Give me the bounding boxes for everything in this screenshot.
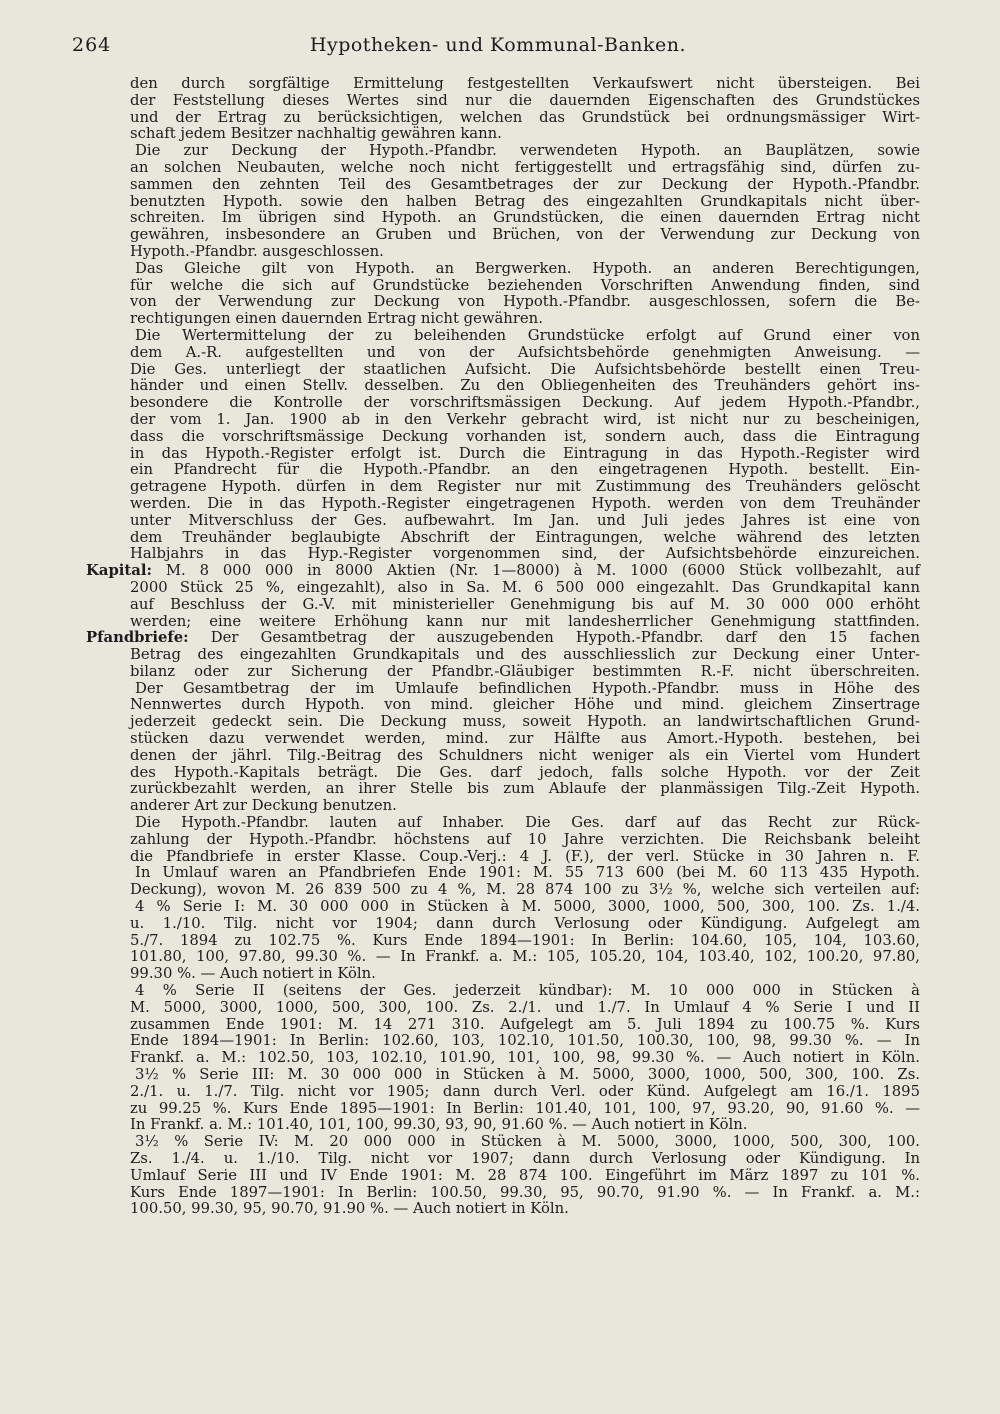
line-text: Frankf. a. M.: 102.50, 103, 102.10, 101.90, 101, 100, 98, 99.30 %. — Auch notiert in Köln. xyxy=(130,1049,920,1067)
text-line xyxy=(90,882,920,899)
text-line xyxy=(90,664,920,681)
line-text: zusammen Ende 1901: M. 14 271 310. Aufgelegt am 5. Juli 1894 zu 100.75 %. Kurs xyxy=(130,1015,920,1033)
text-line xyxy=(90,899,920,916)
text-line xyxy=(90,143,920,160)
text-line xyxy=(90,194,920,211)
line-text: 2./1. u. 1./7. Tilg. nicht vor 1905; dann durch Verl. oder Künd. Aufgelegt am 16./1. 1895 xyxy=(130,1082,920,1100)
line-text: getragene Hypoth. dürfen in dem Register nur mit Zustimmung des Treuhänders gelöscht xyxy=(130,478,920,496)
section-line xyxy=(86,630,920,647)
text-line xyxy=(90,1084,920,1101)
line-text: jederzeit gedeckt sein. Die Deckung muss, soweit Hypoth. an landwirtschaftlichen Grund- xyxy=(130,713,920,731)
line-text: Halbjahrs in das Hyp.-Register vorgenommen sind, der Aufsichtsbehörde einzureichen. xyxy=(130,545,920,563)
text-line xyxy=(90,983,920,1000)
text-line xyxy=(90,110,920,127)
text-line xyxy=(90,328,920,345)
line-text: Die zur Deckung der Hypoth.-Pfandbr. verwendeten Hypoth. an Bauplätzen, sowie xyxy=(135,142,920,160)
line-text: Nennwertes durch Hypoth. von mind. gleicher Höhe und mind. gleichem Zinsertrage xyxy=(130,696,920,714)
line-text: rechtigungen einen dauernden Ertrag nicht gewähren. xyxy=(130,310,543,328)
text-line xyxy=(90,76,920,93)
text-line xyxy=(90,781,920,798)
text-line xyxy=(90,210,920,227)
line-text: 4 % Serie I: M. 30 000 000 in Stücken à M. 5000, 3000, 1000, 500, 300, 100. Zs. 1./4. xyxy=(135,898,920,916)
text-line xyxy=(90,1067,920,1084)
text-line xyxy=(90,714,920,731)
text-line xyxy=(90,244,920,261)
text-line xyxy=(90,949,920,966)
body-text xyxy=(86,75,920,1218)
text-line xyxy=(90,395,920,412)
line-text: bilanz oder zur Sicherung der Pfandbr.-Gläubiger bestimmten R.-F. nicht überschreiten. xyxy=(130,662,920,680)
line-text: zahlung der Hypoth.-Pfandbr. höchstens auf 10 Jahre verzichten. Die Reichsbank beleiht xyxy=(130,830,920,848)
text-line xyxy=(90,429,920,446)
line-text: von der Verwendung zur Deckung von Hypoth.-Pfandbr. ausgeschlossen, sofern die Be- xyxy=(130,293,920,311)
line-text: denen der jährl. Tilg.-Beitrag des Schuldners nicht weniger als ein Viertel vom Hundert xyxy=(130,746,920,764)
line-text: unter Mitverschluss der Ges. aufbewahrt. Im Jan. und Juli jedes Jahres ist eine von xyxy=(130,511,920,529)
line-text: benutzten Hypoth. sowie den halben Betrag des eingezahlten Grundkapitals nicht über- xyxy=(130,192,920,210)
text-line xyxy=(90,1201,920,1218)
line-text: 4 % Serie II (seitens der Ges. jederzeit kündbar): M. 10 000 000 in Stücken à xyxy=(135,982,920,1000)
text-line xyxy=(90,1101,920,1118)
line-text: Die Wertermittelung der zu beleihenden Grundstücke erfolgt auf Grund einer von xyxy=(135,326,920,344)
text-line xyxy=(90,597,920,614)
text-line xyxy=(90,126,920,143)
line-text: 3½ % Serie IV: M. 20 000 000 in Stücken à M. 5000, 3000, 1000, 500, 300, 100. xyxy=(135,1133,920,1151)
text-line xyxy=(90,261,920,278)
line-text: stücken dazu verwendet werden, mind. zur Hälfte aus Amort.-Hypoth. bestehen, bei xyxy=(130,730,920,748)
text-line xyxy=(90,546,920,563)
line-text: an solchen Neubauten, welche noch nicht fertiggestellt und ertragsfähig sind, dürfen zu- xyxy=(130,158,920,176)
line-text: Zs. 1./4. u. 1./10. Tilg. nicht vor 1907; dann durch Verlosung oder Kündigung. In xyxy=(130,1150,920,1167)
text-line xyxy=(90,731,920,748)
line-text: werden; eine weitere Erhöhung kann nur mit landesherrlicher Genehmigung stattfinden. xyxy=(130,612,920,630)
line-text: Hypoth.-Pfandbr. ausgeschlossen. xyxy=(130,242,384,260)
line-text: In Frankf. a. M.: 101.40, 101, 100, 99.30, 93, 90, 91.60 %. — Auch notiert in Köln. xyxy=(130,1116,748,1134)
line-text: M. 5000, 3000, 1000, 500, 300, 100. Zs. 2./1. und 1./7. In Umlauf 4 % Serie I und II xyxy=(130,998,920,1016)
text-line xyxy=(90,832,920,849)
line-text: 5./7. 1894 zu 102.75 %. Kurs Ende 1894—1901: In Berlin: 104.60, 105, 104, 103.60, xyxy=(130,931,920,949)
text-line xyxy=(90,916,920,933)
text-line xyxy=(90,1117,920,1134)
text-line xyxy=(90,378,920,395)
text-line xyxy=(90,462,920,479)
text-line xyxy=(90,345,920,362)
line-text: der vom 1. Jan. 1900 ab in den Verkehr gebracht wird, ist nicht nur zu bescheinigen, xyxy=(130,410,920,428)
text-line xyxy=(90,1185,920,1202)
running-head: Hypotheken- und Kommunal-Banken. xyxy=(309,34,687,56)
line-text: auf Beschluss der G.-V. mit ministerieller Genehmigung bis auf M. 30 000 000 erhöht xyxy=(130,595,920,613)
text-line xyxy=(90,697,920,714)
text-line xyxy=(90,798,920,815)
line-text: den durch sorgfältige Ermittelung festgestellten Verkaufswert nicht übersteigen. Bei xyxy=(130,75,920,92)
line-text: für welche die sich auf Grundstücke beziehenden Vorschriften Anwendung finden, sind xyxy=(130,276,920,294)
text-line xyxy=(90,614,920,631)
text-line xyxy=(90,496,920,513)
line-text: M. 8 000 000 in 8000 Aktien (Nr. 1—8000) à M. 1000 (6000 Stück vollbezahlt, auf xyxy=(151,562,920,580)
line-text: der Feststellung dieses Wertes sind nur die dauernden Eigenschaften des Grundstückes xyxy=(130,91,920,109)
section-line xyxy=(86,563,920,580)
line-text: 2000 Stück 25 %, eingezahlt), also in Sa. M. 6 500 000 eingezahlt. Das Grundkapital kann xyxy=(130,578,920,596)
text-line xyxy=(90,1168,920,1185)
line-text: Der Gesamtbetrag der auszugebenden Hypoth.-Pfandbr. darf den 15 fachen xyxy=(188,629,920,647)
line-text: und der Ertrag zu berücksichtigen, welchen das Grundstück bei ordnungsmässiger Wirt- xyxy=(130,108,920,126)
line-text: schreiten. Im übrigen sind Hypoth. an Grundstücken, die einen dauernden Ertrag nicht xyxy=(130,209,920,227)
text-line xyxy=(90,1134,920,1151)
text-line xyxy=(90,93,920,110)
line-text: dem A.-R. aufgestellten und von der Aufsichtsbehörde genehmigten Anweisung. — xyxy=(130,343,920,361)
line-text: Umlauf Serie III und IV Ende 1901: M. 28 874 100. Eingeführt im März 1897 zu 101 %. xyxy=(130,1166,920,1184)
text-line xyxy=(90,1151,920,1168)
line-text: sammen den zehnten Teil des Gesamtbetrages der zur Deckung der Hypoth.-Pfandbr. xyxy=(130,175,920,193)
line-text: die Pfandbriefe in erster Klasse. Coup.-Verj.: 4 J. (F.), der verl. Stücke in 30 Jahren n. F. xyxy=(130,847,920,865)
line-text: zurückbezahlt werden, an ihrer Stelle bis zum Ablaufe der planmässigen Tilg.-Zeit Hypoth. xyxy=(130,780,920,798)
line-text: dem Treuhänder beglaubigte Abschrift der Eintragungen, welche während des letzten xyxy=(130,528,920,546)
text-line xyxy=(90,748,920,765)
text-line xyxy=(90,446,920,463)
line-text: 3½ % Serie III: M. 30 000 000 in Stücken à M. 5000, 3000, 1000, 500, 300, 100. Zs. xyxy=(135,1066,920,1084)
section-term: Pfandbriefe: xyxy=(86,629,189,647)
text-line xyxy=(90,1050,920,1067)
line-text: Das Gleiche gilt von Hypoth. an Bergwerken. Hypoth. an anderen Berechtigungen, xyxy=(135,259,920,277)
section-term: Kapital: xyxy=(86,562,152,580)
line-text: Die Ges. unterliegt der staatlichen Aufsicht. Die Aufsichtsbehörde bestellt einen Treu- xyxy=(130,360,920,378)
text-line xyxy=(90,647,920,664)
line-text: in das Hypoth.-Register erfolgt ist. Durch die Eintragung in das Hypoth.-Register wird xyxy=(130,444,920,462)
text-line xyxy=(90,227,920,244)
text-line xyxy=(90,177,920,194)
line-text: Die Hypoth.-Pfandbr. lauten auf Inhaber. Die Ges. darf auf das Recht zur Rück- xyxy=(135,814,920,832)
line-text: 99.30 %. — Auch notiert in Köln. xyxy=(130,965,376,983)
line-text: gewähren, insbesondere an Gruben und Brüchen, von der Verwendung zur Deckung von xyxy=(130,226,920,244)
text-line xyxy=(90,865,920,882)
text-line xyxy=(90,530,920,547)
line-text: Ende 1894—1901: In Berlin: 102.60, 103, 102.10, 101.50, 100.30, 100, 98, 99.30 %. — In xyxy=(130,1032,920,1050)
text-line xyxy=(90,681,920,698)
text-line xyxy=(90,1017,920,1034)
line-text: werden. Die in das Hypoth.-Register eingetragenen Hypoth. werden von dem Treuhänder xyxy=(130,494,920,512)
text-line xyxy=(90,160,920,177)
line-text: In Umlauf waren an Pfandbriefen Ende 1901: M. 55 713 600 (bei M. 60 113 435 Hypoth. xyxy=(135,864,920,882)
line-text: Kurs Ende 1897—1901: In Berlin: 100.50, 99.30, 95, 90.70, 91.90 %. — In Frankf. a. M.: xyxy=(130,1183,920,1201)
text-line xyxy=(90,933,920,950)
page-header xyxy=(72,34,924,58)
text-line xyxy=(90,765,920,782)
line-text: besondere die Kontrolle der vorschriftsmässigen Deckung. Auf jedem Hypoth.-Pfandbr., xyxy=(130,394,920,412)
text-line xyxy=(90,815,920,832)
text-line xyxy=(90,1000,920,1017)
text-line xyxy=(90,311,920,328)
text-line xyxy=(90,849,920,866)
text-line xyxy=(90,294,920,311)
line-text: schaft jedem Besitzer nachhaltig gewähren kann. xyxy=(130,125,502,143)
text-line xyxy=(90,966,920,983)
text-line xyxy=(90,412,920,429)
line-text: Betrag des eingezahlten Grundkapitals und des ausschliesslich zur Deckung einer Unter- xyxy=(130,646,920,664)
line-text: 101.80, 100, 97.80, 99.30 %. — In Frankf. a. M.: 105, 105.20, 104, 103.40, 102, 100.20, 97.80, xyxy=(130,948,920,966)
line-text: anderer Art zur Deckung benutzen. xyxy=(130,797,397,815)
text-line xyxy=(90,580,920,597)
text-line xyxy=(90,362,920,379)
line-text: dass die vorschriftsmässige Deckung vorhanden ist, sondern auch, dass die Eintragung xyxy=(130,427,920,445)
text-line xyxy=(90,1033,920,1050)
line-text: händer und einen Stellv. desselben. Zu den Obliegenheiten des Treuhänders gehört ins- xyxy=(130,377,920,395)
line-text: u. 1./10. Tilg. nicht vor 1904; dann durch Verlosung oder Kündigung. Aufgelegt am xyxy=(130,914,920,932)
text-line xyxy=(90,513,920,530)
line-text: Deckung), wovon M. 26 839 500 zu 4 %, M. 28 874 100 zu 3½ %, welche sich verteilen auf: xyxy=(130,881,920,899)
line-text: zu 99.25 %. Kurs Ende 1895—1901: In Berlin: 101.40, 101, 100, 97, 93.20, 90, 91.60 %. — xyxy=(130,1099,920,1117)
text-line xyxy=(90,278,920,295)
line-text: 100.50, 99.30, 95, 90.70, 91.90 %. — Auch notiert in Köln. xyxy=(130,1200,569,1218)
text-line xyxy=(90,479,920,496)
line-text: ein Pfandrecht für die Hypoth.-Pfandbr. an den eingetragenen Hypoth. bestellt. Ein- xyxy=(130,461,920,479)
page-number: 264 xyxy=(72,34,112,56)
line-text: des Hypoth.-Kapitals beträgt. Die Ges. darf jedoch, falls solche Hypoth. vor der Zeit xyxy=(130,763,920,781)
line-text: Der Gesamtbetrag der im Umlaufe befindlichen Hypoth.-Pfandbr. muss in Höhe des xyxy=(135,679,920,697)
